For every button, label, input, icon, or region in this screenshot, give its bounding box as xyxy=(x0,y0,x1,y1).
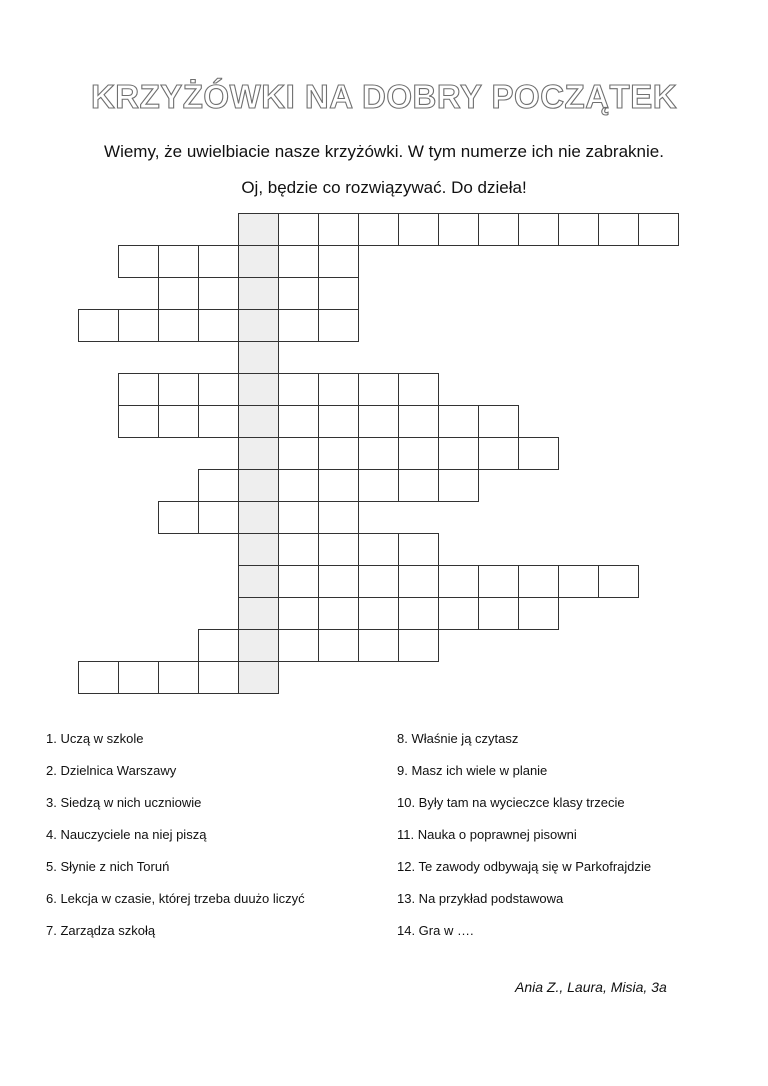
crossword-cell[interactable] xyxy=(398,469,439,502)
crossword-key-cell[interactable] xyxy=(238,213,279,246)
crossword-cell[interactable] xyxy=(358,373,399,406)
crossword-key-cell[interactable] xyxy=(238,437,279,470)
intro-line-1: Wiemy, że uwielbiacie nasze krzyżówki. W tym numerze ich nie zabraknie. xyxy=(104,142,664,161)
crossword-key-cell[interactable] xyxy=(238,629,279,662)
crossword-cell[interactable] xyxy=(198,469,239,502)
crossword-cell[interactable] xyxy=(358,597,399,630)
crossword-cell[interactable] xyxy=(518,565,559,598)
crossword-cell[interactable] xyxy=(278,469,319,502)
crossword-cell[interactable] xyxy=(478,565,519,598)
crossword-cell[interactable] xyxy=(318,373,359,406)
crossword-cell[interactable] xyxy=(198,405,239,438)
crossword-cell[interactable] xyxy=(278,309,319,342)
crossword-cell[interactable] xyxy=(358,533,399,566)
clues-right-column xyxy=(397,731,651,955)
crossword-cell[interactable] xyxy=(278,501,319,534)
crossword-key-cell[interactable] xyxy=(238,661,279,694)
crossword-cell[interactable] xyxy=(118,373,159,406)
crossword-cell[interactable] xyxy=(158,309,199,342)
crossword-cell[interactable] xyxy=(358,437,399,470)
crossword-cell[interactable] xyxy=(438,405,479,438)
clue-11: 11. Nauka o poprawnej pisowni xyxy=(397,827,577,842)
crossword-cell[interactable] xyxy=(198,245,239,278)
crossword-cell[interactable] xyxy=(558,213,599,246)
crossword-cell[interactable] xyxy=(398,437,439,470)
crossword-cell[interactable] xyxy=(558,565,599,598)
crossword-cell[interactable] xyxy=(398,629,439,662)
clue-12: 12. Te zawody odbywają się w Parkofrajdzie xyxy=(397,859,652,874)
crossword-cell[interactable] xyxy=(358,213,399,246)
crossword-cell[interactable] xyxy=(638,213,679,246)
crossword-cell[interactable] xyxy=(118,309,159,342)
crossword-cell[interactable] xyxy=(158,501,199,534)
crossword-cell[interactable] xyxy=(318,213,359,246)
crossword-key-cell[interactable] xyxy=(238,565,279,598)
crossword-key-cell[interactable] xyxy=(238,501,279,534)
crossword-cell[interactable] xyxy=(278,597,319,630)
crossword-cell[interactable] xyxy=(278,565,319,598)
crossword-cell[interactable] xyxy=(318,309,359,342)
crossword-cell[interactable] xyxy=(118,661,159,694)
crossword-cell[interactable] xyxy=(118,245,159,278)
crossword-key-cell[interactable] xyxy=(238,277,279,310)
authors-signature: Ania Z., Laura, Misia, 3a xyxy=(515,979,667,995)
clue-7: 7. Zarządza szkołą xyxy=(46,923,156,938)
crossword-cell[interactable] xyxy=(158,373,199,406)
crossword-cell[interactable] xyxy=(318,405,359,438)
crossword-cell[interactable] xyxy=(598,213,639,246)
crossword-cell[interactable] xyxy=(158,405,199,438)
crossword-cell[interactable] xyxy=(318,277,359,310)
crossword-cell[interactable] xyxy=(198,501,239,534)
crossword-cell[interactable] xyxy=(478,213,519,246)
clue-9: 9. Masz ich wiele w planie xyxy=(397,763,548,778)
intro-line-2: Oj, będzie co rozwiązywać. Do dzieła! xyxy=(241,178,527,197)
crossword-cell[interactable] xyxy=(398,405,439,438)
crossword-cell[interactable] xyxy=(518,597,559,630)
crossword-key-cell[interactable] xyxy=(238,373,279,406)
crossword-cell[interactable] xyxy=(198,277,239,310)
crossword-cell[interactable] xyxy=(438,213,479,246)
crossword-cell[interactable] xyxy=(158,245,199,278)
crossword-cell[interactable] xyxy=(398,533,439,566)
crossword-cell[interactable] xyxy=(278,629,319,662)
crossword-cell[interactable] xyxy=(278,213,319,246)
crossword-cell[interactable] xyxy=(158,661,199,694)
crossword-cell[interactable] xyxy=(198,373,239,406)
crossword-cell[interactable] xyxy=(198,629,239,662)
crossword-cell[interactable] xyxy=(318,501,359,534)
crossword-cell[interactable] xyxy=(278,277,319,310)
crossword-cell[interactable] xyxy=(518,213,559,246)
crossword-key-cell[interactable] xyxy=(238,245,279,278)
crossword-cell[interactable] xyxy=(438,469,479,502)
crossword-key-cell[interactable] xyxy=(238,309,279,342)
crossword-cell[interactable] xyxy=(398,597,439,630)
clue-3: 3. Siedzą w nich uczniowie xyxy=(46,795,202,810)
crossword-cell[interactable] xyxy=(318,597,359,630)
crossword-cell[interactable] xyxy=(318,469,359,502)
crossword-key-cell[interactable] xyxy=(238,341,279,374)
crossword-cell[interactable] xyxy=(318,629,359,662)
crossword-key-cell[interactable] xyxy=(238,405,279,438)
crossword-cell[interactable] xyxy=(358,405,399,438)
crossword-key-cell[interactable] xyxy=(238,469,279,502)
clue-8: 8. Właśnie ją czytasz xyxy=(397,731,519,746)
crossword-cell[interactable] xyxy=(278,437,319,470)
crossword-cell[interactable] xyxy=(358,629,399,662)
crossword-cell[interactable] xyxy=(478,597,519,630)
clue-10: 10. Były tam na wycieczce klasy trzecie xyxy=(397,795,625,810)
crossword-cell[interactable] xyxy=(398,213,439,246)
crossword-cell[interactable] xyxy=(438,437,479,470)
crossword-cell[interactable] xyxy=(478,437,519,470)
page-title: KRZYŻÓWKI NA DOBRY POCZĄTEK xyxy=(90,78,678,115)
crossword-key-cell[interactable] xyxy=(238,533,279,566)
crossword-cell[interactable] xyxy=(438,597,479,630)
crossword-cell[interactable] xyxy=(478,405,519,438)
clues-left-column xyxy=(46,731,305,955)
clue-1: 1. Uczą w szkole xyxy=(46,731,144,746)
crossword-cell[interactable] xyxy=(398,565,439,598)
crossword-cell[interactable] xyxy=(358,565,399,598)
crossword-cell[interactable] xyxy=(518,437,559,470)
crossword-cell[interactable] xyxy=(318,533,359,566)
crossword-cell[interactable] xyxy=(598,565,639,598)
clue-5: 5. Słynie z nich Toruń xyxy=(46,859,170,874)
clue-14: 14. Gra w …. xyxy=(397,923,474,938)
crossword-cell[interactable] xyxy=(198,661,239,694)
crossword-cell[interactable] xyxy=(318,437,359,470)
crossword-cell[interactable] xyxy=(278,245,319,278)
crossword-cell[interactable] xyxy=(318,565,359,598)
clue-4: 4. Nauczyciele na niej piszą xyxy=(46,827,207,842)
crossword-cell[interactable] xyxy=(158,277,199,310)
crossword-cell[interactable] xyxy=(358,469,399,502)
crossword-key-cell[interactable] xyxy=(238,597,279,630)
clue-2: 2. Dzielnica Warszawy xyxy=(46,763,177,778)
crossword-cell[interactable] xyxy=(278,405,319,438)
crossword-cell[interactable] xyxy=(318,245,359,278)
crossword-cell[interactable] xyxy=(438,565,479,598)
crossword-cell[interactable] xyxy=(198,309,239,342)
clue-13: 13. Na przykład podstawowa xyxy=(397,891,564,906)
clue-6: 6. Lekcja w czasie, której trzeba duużo liczyć xyxy=(46,891,305,906)
crossword-cell[interactable] xyxy=(118,405,159,438)
crossword-cell[interactable] xyxy=(78,309,119,342)
crossword-cell[interactable] xyxy=(278,533,319,566)
crossword-cell[interactable] xyxy=(278,373,319,406)
crossword-cell[interactable] xyxy=(398,373,439,406)
crossword-cell[interactable] xyxy=(78,661,119,694)
